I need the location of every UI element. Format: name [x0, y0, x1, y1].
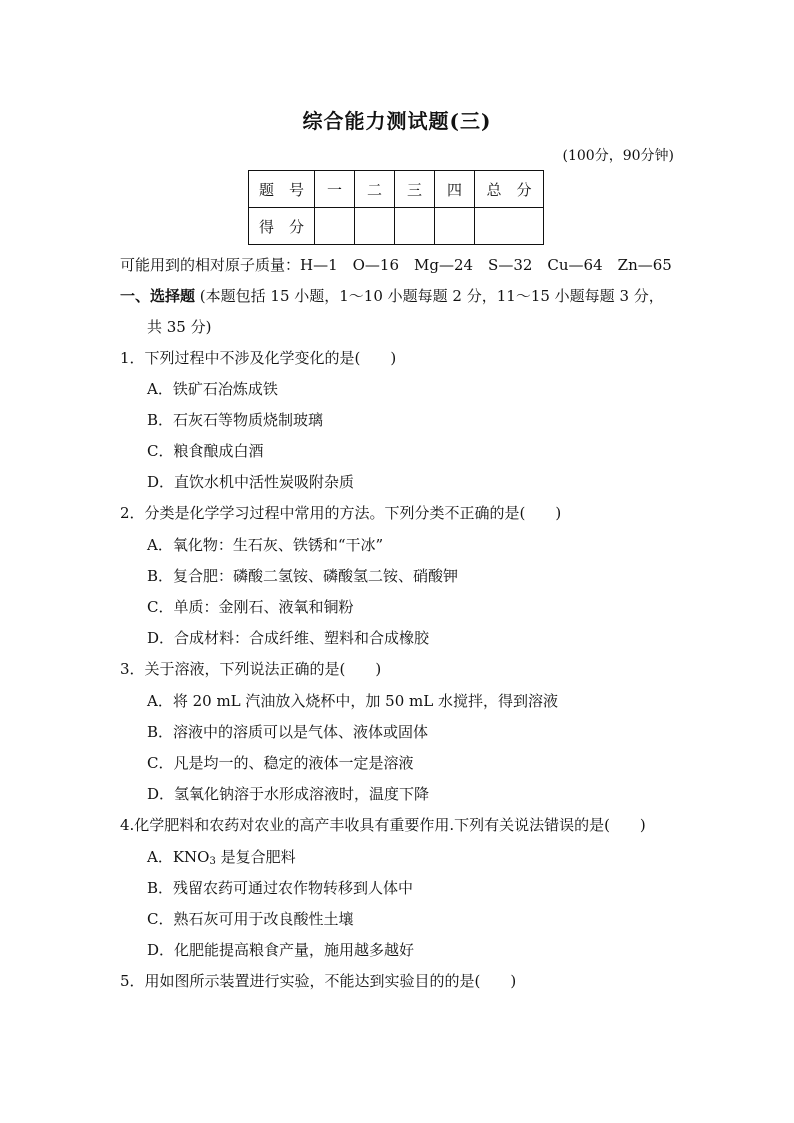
question-2-option-c: C．单质：金刚石、液氧和铜粉: [147, 598, 354, 616]
score-table-col-2: 二: [355, 171, 395, 208]
question-3-option-a: A．将 20 mL 汽油放入烧杯中，加 50 mL 水搅拌，得到溶液: [147, 692, 558, 710]
question-4-option-b: B．残留农药可通过农作物转移到人体中: [147, 879, 414, 897]
question-2-option-a: A．氧化物：生石灰、铁锈和“干冰”: [147, 536, 384, 554]
score-cell-1: [315, 208, 355, 245]
question-2-option-b: B．复合肥：磷酸二氢铵、磷酸氢二铵、硝酸钾: [147, 567, 459, 585]
score-table-col-4: 四: [435, 171, 475, 208]
question-4-option-a-subscript: 3: [209, 856, 216, 867]
question-1-stem: 1．下列过程中不涉及化学变化的是( ): [120, 349, 397, 367]
question-4-option-a-formula: A．KNO: [147, 848, 210, 866]
question-1-option-a: A．铁矿石冶炼成铁: [147, 380, 278, 398]
score-table-col-total: 总 分: [475, 171, 544, 208]
question-4-option-d: D．化肥能提高粮食产量，施用越多越好: [147, 941, 415, 959]
question-4-stem: 4.化学肥料和农药对农业的高产丰收具有重要作用.下列有关说法错误的是( ): [120, 816, 646, 834]
question-1-option-d: D．直饮水机中活性炭吸附杂质: [147, 473, 355, 491]
score-cell-2: [355, 208, 395, 245]
score-table: [248, 170, 544, 245]
question-4-option-c: C．熟石灰可用于改良酸性土壤: [147, 910, 354, 928]
question-2-option-d: D．合成材料：合成纤维、塑料和合成橡胶: [147, 629, 430, 647]
score-table-label-question-no: 题 号: [249, 171, 315, 208]
question-3-option-b: B．溶液中的溶质可以是气体、液体或固体: [147, 723, 429, 741]
score-time-info: (100分，90分钟): [562, 148, 674, 164]
score-table-col-1: 一: [315, 171, 355, 208]
score-table-score-row: [249, 208, 544, 245]
score-cell-4: [435, 208, 475, 245]
question-4-option-a-text: 是复合肥料: [215, 848, 296, 866]
page-title: 综合能力测试题(三): [302, 109, 492, 133]
question-3-stem: 3．关于溶液，下列说法正确的是( ): [120, 660, 382, 678]
atomic-masses: 可能用到的相对原子质量：H—1 O—16 Mg—24 S—32 Cu—64 Zn—65: [120, 256, 672, 274]
score-table-label-score: 得 分: [249, 208, 315, 245]
question-1-option-c: C．粮食酿成白酒: [147, 442, 264, 460]
question-3-option-d: D．氢氧化钠溶于水形成溶液时，温度下降: [147, 785, 430, 803]
section-1-note-cont: 共 35 分): [147, 318, 212, 336]
question-3-option-c: C．凡是均一的、稳定的液体一定是溶液: [147, 754, 414, 772]
score-table-header-row: [249, 171, 544, 208]
score-table-col-3: 三: [395, 171, 435, 208]
score-cell-3: [395, 208, 435, 245]
score-cell-total: [475, 208, 544, 245]
section-1-note: (本题包括 15 小题，1～10 小题每题 2 分，11～15 小题每题 3 分，: [195, 287, 664, 305]
question-5-stem: 5．用如图所示装置进行实验，不能达到实验目的的是( ): [120, 972, 517, 990]
section-1-heading: 一、选择题: [120, 287, 196, 305]
section-1-heading-line: [120, 285, 664, 306]
question-4-option-a: [147, 846, 296, 867]
question-2-stem: 2．分类是化学学习过程中常用的方法。下列分类不正确的是( ): [120, 504, 562, 522]
question-1-option-b: B．石灰石等物质烧制玻璃: [147, 411, 324, 429]
